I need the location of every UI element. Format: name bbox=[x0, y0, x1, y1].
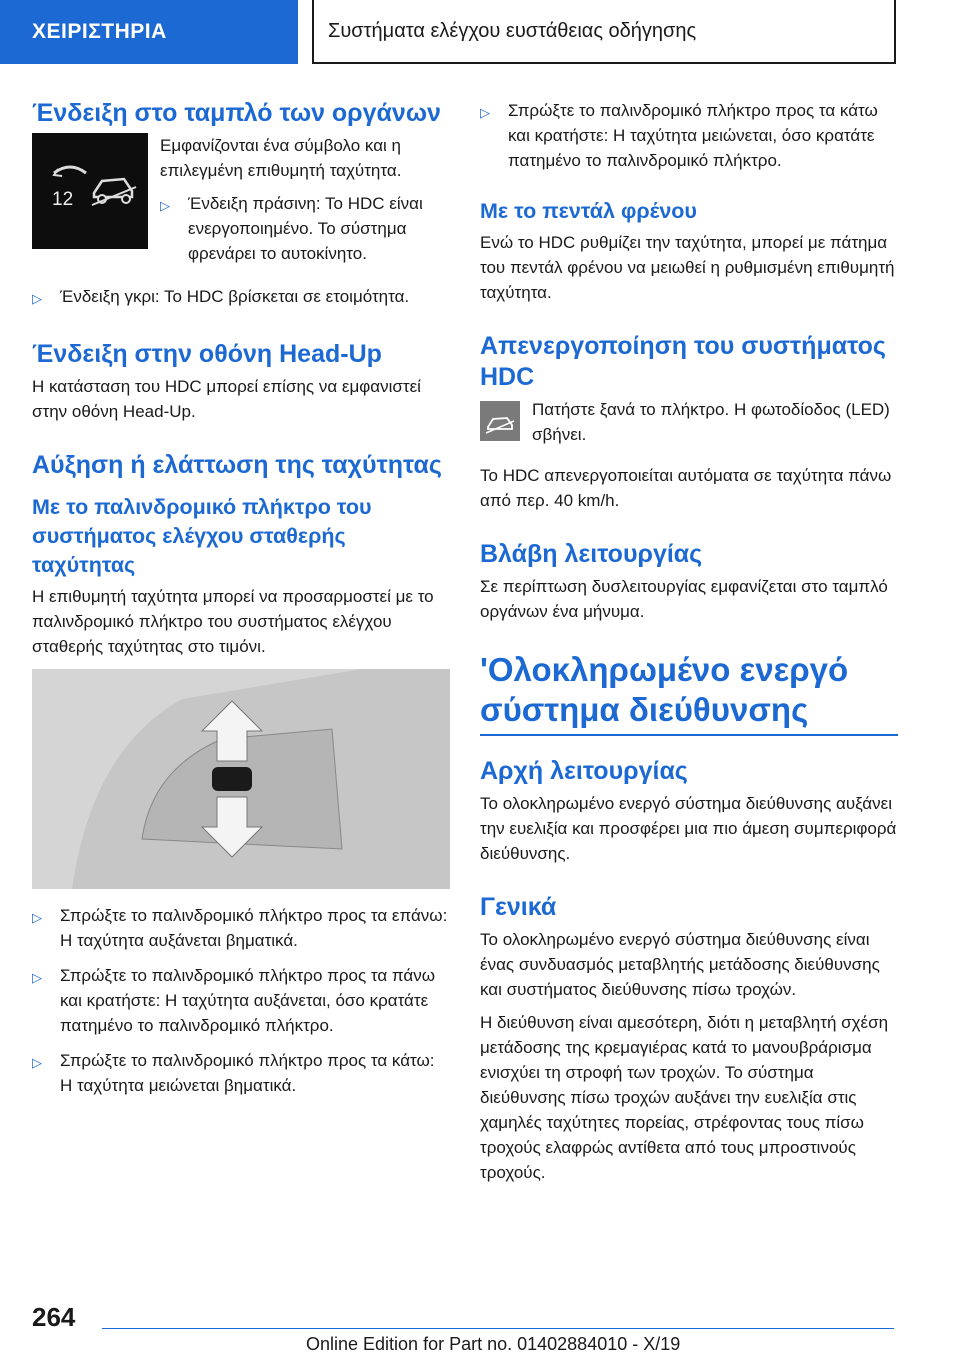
footer-edition: Online Edition for Part no. 01402884010 - X/19 bbox=[306, 1334, 681, 1354]
deactivate-block bbox=[480, 397, 898, 455]
header-chapter bbox=[312, 0, 896, 64]
rocker-switch-icon bbox=[32, 669, 450, 889]
header-chapter-label: Συστήματα ελέγχου ευστάθειας οδήγησης bbox=[328, 19, 697, 42]
heading-brake: Με το πεντάλ φρένου bbox=[480, 199, 697, 223]
steering-wheel-image bbox=[32, 669, 450, 889]
triangle-bullet-icon: ▷ bbox=[32, 291, 42, 306]
bullet-down-step: ▷ Σπρώξτε το παλινδρομικό πλήκτρο προς τα κάτω: Η ταχύτητα μειώνεται βηματικά. bbox=[32, 1048, 450, 1098]
heading-fault: Βλάβη λειτουργίας bbox=[480, 540, 703, 568]
header-section-label: ΧΕΙΡΙΣΤΗΡΙΑ bbox=[32, 20, 167, 43]
triangle-bullet-icon: ▷ bbox=[160, 198, 170, 213]
triangle-bullet-icon: ▷ bbox=[32, 970, 42, 985]
heading-principle: Αρχή λειτουργίας bbox=[480, 757, 688, 785]
hdc-display-image bbox=[32, 133, 148, 249]
triangle-bullet-icon: ▷ bbox=[32, 910, 42, 925]
general-text-2: Η διεύθυνση είναι αμεσότερη, διότι η μεταβλητή σχέση μετάδοσης της κρεμαγιέρας κατά το μανουβράρισμα ενισχύει τη στροφή των τροχών. Το σύστημα διεύθυνσης πίσω τροχών αυξάνει την ευελιξία στις χαμηλές ταχύτητες πορείας, στρέφοντας τους πίσω τροχούς ελαφρώς αντίθετα από τους μπροστινούς τροχούς. bbox=[480, 1013, 889, 1182]
general-text: Το ολοκληρωμένο ενεργό σύστημα διεύθυνσης είναι ένας συνδυασμός μεταβλητής μετάδοσης διεύθυνσης και συστήματος διεύθυνσης πίσω τροχών. bbox=[480, 930, 880, 999]
bullet-up-step: ▷ Σπρώξτε το παλινδρομικό πλήκτρο προς τα επάνω: Η ταχύτητα αυξάνεται βηματικά. bbox=[32, 903, 450, 953]
rocker-text: Η επιθυμητή ταχύτητα μπορεί να προσαρμοστεί με το παλινδρομικό πλήκτρο του συστήματος ελέγχου σταθερής ταχύτητας στο τιμόνι. bbox=[32, 587, 434, 656]
headup-text: Η κατάσταση του HDC μπορεί επίσης να εμφανιστεί στην οθόνη Head-Up. bbox=[32, 377, 421, 421]
triangle-bullet-icon: ▷ bbox=[32, 1055, 42, 1070]
fault-text: Σε περίπτωση δυσλειτουργίας εμφανίζεται στο ταμπλό οργάνων ένα μήνυμα. bbox=[480, 577, 888, 621]
heading-general: Γενικά bbox=[480, 893, 557, 921]
brake-text: Ενώ το HDC ρυθμίζει την ταχύτητα, μπορεί με πάτημα του πεντάλ φρένου να μειωθεί η ρυθμισμένη επιθυμητή ταχύτητα. bbox=[480, 233, 895, 302]
triangle-bullet-icon: ▷ bbox=[480, 105, 490, 120]
heading-speed: Αύξηση ή ελάττωση της ταχύτητας bbox=[32, 451, 442, 479]
bullet-gray: ▷ Ένδειξη γκρι: Το HDC βρίσκεται σε ετοιμότητα. bbox=[32, 284, 450, 311]
instrument-text: Εμφανίζονται ένα σύμβολο και η επιλεγμένη επιθυμητή ταχύτητα. bbox=[160, 136, 402, 180]
heading-steering: 'Ολοκληρωμένο ενεργό σύστημα διεύθυνσης bbox=[480, 650, 898, 736]
right-column bbox=[480, 98, 898, 1193]
header-section bbox=[0, 0, 298, 64]
deactivate-text: Πατήστε ξανά το πλήκτρο. Η φωτοδίοδος (LED) σβήνει. bbox=[532, 400, 890, 444]
dash-speed-value: 12 bbox=[52, 189, 74, 210]
heading-headup: Ένδειξη στην οθόνη Head-Up bbox=[32, 340, 382, 368]
bullet-down-hold: ▷ Σπρώξτε το παλινδρομικό πλήκτρο προς τα κάτω και κρατήστε: Η ταχύτητα μειώνεται, όσο κρατάτε πατημένο το παλινδρομικό πλήκτρο. bbox=[480, 98, 898, 173]
heading-rocker: Με το παλινδρομικό πλήκτρο του συστήματος ελέγχου σταθερής ταχύτητας bbox=[32, 495, 372, 577]
hdc-symbol-icon bbox=[32, 133, 148, 249]
page-number: 264 bbox=[32, 1302, 76, 1332]
footer-divider bbox=[102, 1328, 894, 1329]
heading-instrument: Ένδειξη στο ταμπλό των οργάνων bbox=[32, 99, 441, 127]
left-column bbox=[32, 98, 450, 1108]
bullet-up-hold: ▷ Σπρώξτε το παλινδρομικό πλήκτρο προς τα πάνω και κρατήστε: Η ταχύτητα αυξάνεται, όσο κρατάτε πατημένο το παλινδρομικό πλήκτρο. bbox=[32, 963, 450, 1038]
heading-deactivate: Απενεργοποίηση του συστήματος HDC bbox=[480, 332, 886, 391]
bullet-green: ▷ Ένδειξη πράσινη: Το HDC είναι ενεργοποιημένο. Το σύστημα φρενάρει το αυτοκίνητο. bbox=[160, 191, 450, 266]
hdc-button-icon bbox=[480, 401, 520, 441]
instrument-block bbox=[32, 133, 450, 276]
deactivate-text-2: Το HDC απενεργοποιείται αυτόματα σε ταχύτητα πάνω από περ. 40 km/h. bbox=[480, 466, 892, 510]
principle-text: Το ολοκληρωμένο ενεργό σύστημα διεύθυνσης αυξάνει την ευελιξία και προσφέρει μια πιο άμεση συμπεριφορά διεύθυνσης. bbox=[480, 794, 897, 863]
